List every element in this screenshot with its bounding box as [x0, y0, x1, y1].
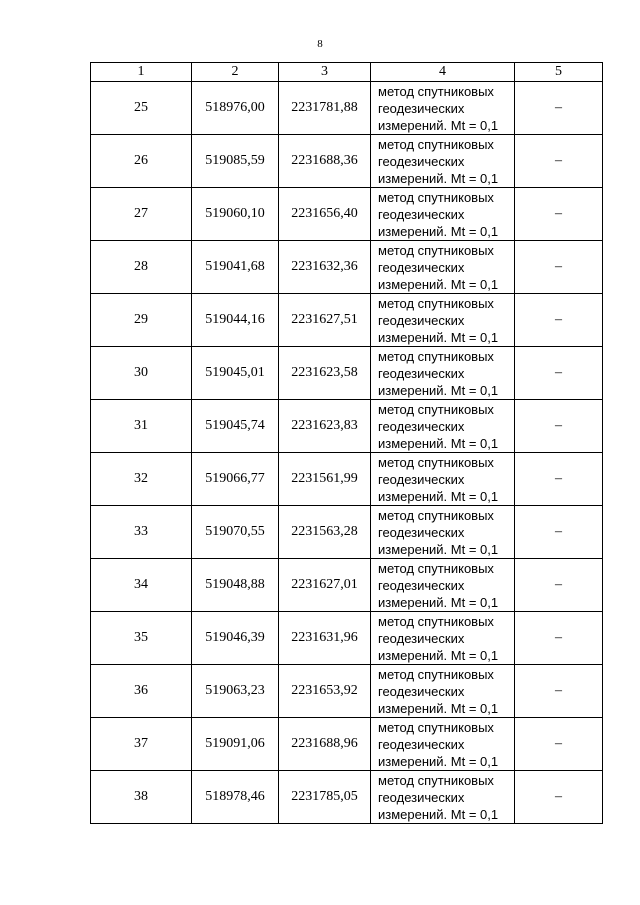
- method-cell: [371, 506, 515, 559]
- method-line: метод спутниковых: [378, 83, 494, 99]
- method-line: геодезических: [378, 577, 465, 593]
- method-line: измерений. Mt = 0,1: [378, 435, 499, 451]
- method-line: метод спутниковых: [378, 719, 494, 735]
- method-line: геодезических: [378, 524, 465, 540]
- method-cell: [371, 294, 515, 347]
- column-5-cell: –: [515, 347, 603, 400]
- column-5-cell: –: [515, 612, 603, 665]
- x-coordinate-cell: 518976,00: [192, 82, 279, 135]
- table-header: [91, 63, 603, 82]
- y-coordinate-cell: 2231563,28: [279, 506, 371, 559]
- header-col-5: 5: [515, 63, 603, 82]
- coordinates-table: [90, 62, 603, 824]
- table-row: [91, 188, 603, 241]
- column-5-cell: –: [515, 718, 603, 771]
- x-coordinate-cell: 519085,59: [192, 135, 279, 188]
- method-cell: [371, 400, 515, 453]
- column-5-cell: –: [515, 771, 603, 824]
- x-coordinate-cell: 518978,46: [192, 771, 279, 824]
- point-number-cell: 31: [91, 400, 192, 453]
- table-row: [91, 506, 603, 559]
- method-line: геодезических: [378, 312, 465, 328]
- table-body: [91, 82, 603, 824]
- method-cell: [371, 718, 515, 771]
- method-line: геодезических: [378, 736, 465, 752]
- method-cell: [371, 665, 515, 718]
- method-line: геодезических: [378, 259, 465, 275]
- method-line: геодезических: [378, 100, 465, 116]
- y-coordinate-cell: 2231623,58: [279, 347, 371, 400]
- column-5-cell: –: [515, 241, 603, 294]
- method-line: геодезических: [378, 683, 465, 699]
- x-coordinate-cell: 519070,55: [192, 506, 279, 559]
- x-coordinate-cell: 519044,16: [192, 294, 279, 347]
- method-line: метод спутниковых: [378, 613, 494, 629]
- column-5-cell: –: [515, 506, 603, 559]
- column-5-cell: –: [515, 188, 603, 241]
- x-coordinate-cell: 519046,39: [192, 612, 279, 665]
- column-5-cell: –: [515, 400, 603, 453]
- table-row: [91, 241, 603, 294]
- method-line: измерений. Mt = 0,1: [378, 594, 499, 610]
- header-col-3: 3: [279, 63, 371, 82]
- x-coordinate-cell: 519091,06: [192, 718, 279, 771]
- table-row: [91, 559, 603, 612]
- method-line: метод спутниковых: [378, 295, 494, 311]
- method-line: геодезических: [378, 471, 465, 487]
- point-number-cell: 32: [91, 453, 192, 506]
- point-number-cell: 37: [91, 718, 192, 771]
- header-col-1: 1: [91, 63, 192, 82]
- method-line: измерений. Mt = 0,1: [378, 223, 499, 239]
- point-number-cell: 29: [91, 294, 192, 347]
- y-coordinate-cell: 2231627,51: [279, 294, 371, 347]
- method-line: метод спутниковых: [378, 772, 494, 788]
- x-coordinate-cell: 519060,10: [192, 188, 279, 241]
- y-coordinate-cell: 2231627,01: [279, 559, 371, 612]
- table-row: [91, 453, 603, 506]
- method-line: измерений. Mt = 0,1: [378, 276, 499, 292]
- y-coordinate-cell: 2231688,36: [279, 135, 371, 188]
- method-line: измерений. Mt = 0,1: [378, 647, 499, 663]
- table-row: [91, 771, 603, 824]
- point-number-cell: 35: [91, 612, 192, 665]
- point-number-cell: 27: [91, 188, 192, 241]
- method-line: измерений. Mt = 0,1: [378, 753, 499, 769]
- method-cell: [371, 241, 515, 294]
- table-row: [91, 665, 603, 718]
- method-line: метод спутниковых: [378, 507, 494, 523]
- method-line: измерений. Mt = 0,1: [378, 329, 499, 345]
- y-coordinate-cell: 2231561,99: [279, 453, 371, 506]
- point-number-cell: 25: [91, 82, 192, 135]
- point-number-cell: 33: [91, 506, 192, 559]
- x-coordinate-cell: 519048,88: [192, 559, 279, 612]
- method-line: метод спутниковых: [378, 242, 494, 258]
- method-line: метод спутниковых: [378, 454, 494, 470]
- method-cell: [371, 135, 515, 188]
- method-line: метод спутниковых: [378, 348, 494, 364]
- table-row: [91, 347, 603, 400]
- x-coordinate-cell: 519066,77: [192, 453, 279, 506]
- method-cell: [371, 612, 515, 665]
- method-cell: [371, 82, 515, 135]
- table-row: [91, 135, 603, 188]
- method-line: метод спутниковых: [378, 560, 494, 576]
- table-row: [91, 718, 603, 771]
- point-number-cell: 26: [91, 135, 192, 188]
- x-coordinate-cell: 519045,01: [192, 347, 279, 400]
- method-line: измерений. Mt = 0,1: [378, 806, 499, 822]
- method-line: геодезических: [378, 630, 465, 646]
- method-line: измерений. Mt = 0,1: [378, 117, 499, 133]
- method-cell: [371, 453, 515, 506]
- method-line: метод спутниковых: [378, 401, 494, 417]
- y-coordinate-cell: 2231623,83: [279, 400, 371, 453]
- table-row: [91, 612, 603, 665]
- y-coordinate-cell: 2231656,40: [279, 188, 371, 241]
- method-line: геодезических: [378, 153, 465, 169]
- y-coordinate-cell: 2231785,05: [279, 771, 371, 824]
- y-coordinate-cell: 2231781,88: [279, 82, 371, 135]
- method-line: геодезических: [378, 418, 465, 434]
- method-line: измерений. Mt = 0,1: [378, 170, 499, 186]
- column-5-cell: –: [515, 135, 603, 188]
- method-line: метод спутниковых: [378, 666, 494, 682]
- y-coordinate-cell: 2231631,96: [279, 612, 371, 665]
- table-row: [91, 294, 603, 347]
- method-line: метод спутниковых: [378, 136, 494, 152]
- table-row: [91, 82, 603, 135]
- y-coordinate-cell: 2231688,96: [279, 718, 371, 771]
- method-line: измерений. Mt = 0,1: [378, 700, 499, 716]
- header-row: [91, 63, 603, 82]
- method-cell: [371, 188, 515, 241]
- method-line: геодезических: [378, 206, 465, 222]
- point-number-cell: 38: [91, 771, 192, 824]
- y-coordinate-cell: 2231653,92: [279, 665, 371, 718]
- column-5-cell: –: [515, 665, 603, 718]
- table-row: [91, 400, 603, 453]
- method-line: геодезических: [378, 789, 465, 805]
- method-line: геодезических: [378, 365, 465, 381]
- method-line: измерений. Mt = 0,1: [378, 382, 499, 398]
- column-5-cell: –: [515, 82, 603, 135]
- page-number: 8: [317, 38, 323, 50]
- x-coordinate-cell: 519045,74: [192, 400, 279, 453]
- column-5-cell: –: [515, 453, 603, 506]
- header-col-2: 2: [192, 63, 279, 82]
- y-coordinate-cell: 2231632,36: [279, 241, 371, 294]
- method-cell: [371, 347, 515, 400]
- point-number-cell: 30: [91, 347, 192, 400]
- method-line: измерений. Mt = 0,1: [378, 541, 499, 557]
- x-coordinate-cell: 519063,23: [192, 665, 279, 718]
- point-number-cell: 36: [91, 665, 192, 718]
- column-5-cell: –: [515, 559, 603, 612]
- header-col-4: 4: [371, 63, 515, 82]
- method-line: измерений. Mt = 0,1: [378, 488, 499, 504]
- x-coordinate-cell: 519041,68: [192, 241, 279, 294]
- method-cell: [371, 559, 515, 612]
- method-line: метод спутниковых: [378, 189, 494, 205]
- point-number-cell: 34: [91, 559, 192, 612]
- point-number-cell: 28: [91, 241, 192, 294]
- column-5-cell: –: [515, 294, 603, 347]
- method-cell: [371, 771, 515, 824]
